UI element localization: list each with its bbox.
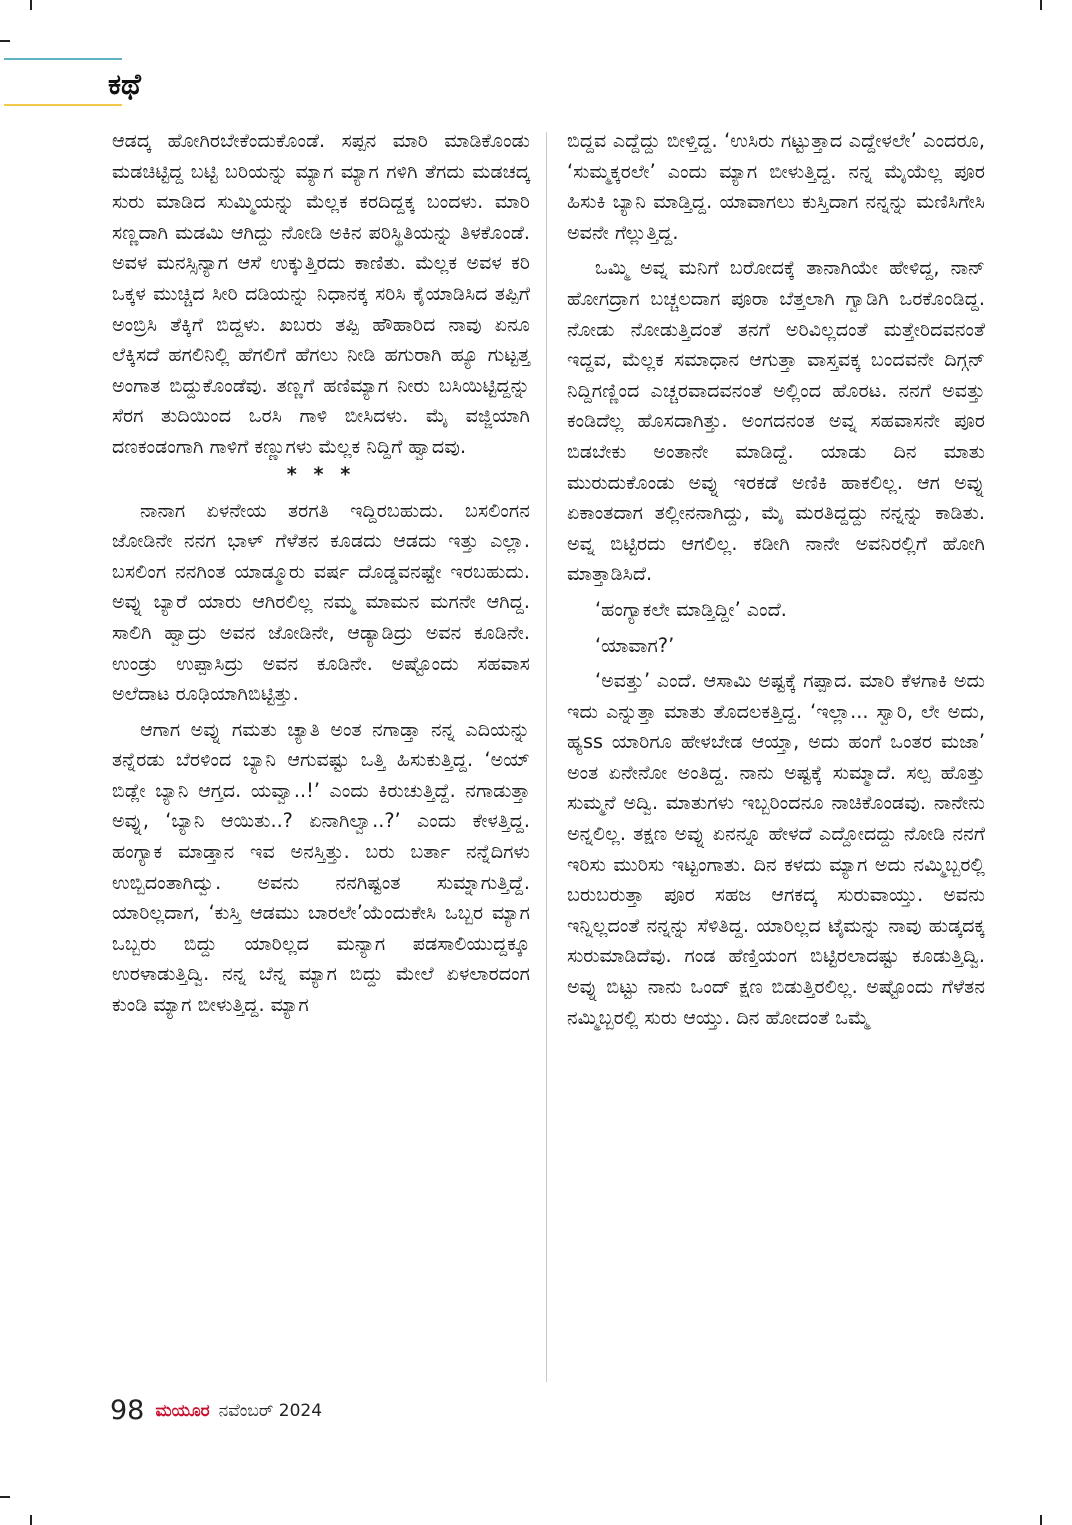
paragraph: ‘ಅವತ್ತು’ ಎಂದೆ. ಆಸಾಮಿ ಅಷ್ಟಕ್ಕೆ ಗಪ್ಪಾದ. ಮಾರಿ ಕೆಳಗಾಕಿ ಅದು ಇದು ಎನ್ನುತ್ತಾ ಮಾತು ತೊದಲಕತ್ತಿದ್ದ. ‘ಇಲ್ಲಾ... ಸ್ವಾರಿ, ಲೇ ಅದು, ಹ್ಯss ಯಾರಿಗೂ ಹೇಳಬೇಡ ಆಯ್ತಾ, ಅದು ಹಂಗೆ ಒಂತರ ಮಜಾ’ ಅಂತ ಏನೇನೋ ಅಂತಿದ್ದ. ನಾನು ಅಷ್ಟಕ್ಕೆ ಸುಮ್ಮಾದೆ. ಸಲ್ಪ ಹೊತ್ತು ಸುಮ್ಮನೆ ಅದ್ವಿ. ಮಾತುಗಳು ಇಬ್ಬರಿಂದನೂ ನಾಚಿಕೊಂಡವು. ನಾನೇನು ಅನ್ನಲಿಲ್ಲ. ತಕ್ಷಣ ಅವ್ನು ಏನನ್ನೂ ಹೇಳದೆ ಎದ್ದೋದದ್ದು ನೋಡಿ ನನಗೆ ಇರಿಸು ಮುರಿಸು ಇಟ್ಟಂಗಾತು. ದಿನ ಕಳದು ಮ್ಯಾಗ ಅದು ನಮ್ಮಿಬ್ಬರಲ್ಲಿ ಬರುಬರುತ್ತಾ ಪೂರ ಸಹಜ ಆಗಕದ್ಕ ಸುರುವಾಯ್ತು. ಅವನು ಇನ್ನಿಲ್ಲದಂತೆ ನನ್ನನ್ನು ಸೆಳಿತಿದ್ದ. ಯಾರಿಲ್ಲದ ಟೈಮನ್ನು ನಾವು ಹುಡ್ಕದಕ್ಕ ಸುರುಮಾಡಿದೆವು. ಗಂಡ ಹೆಣ್ತಿಯಂಗ ಬಿಟ್ಟಿರಲಾದಷ್ಟು ಕೂಡುತ್ತಿದ್ವಿ. ಅವ್ನು ಬಿಟ್ಟು ನಾನು ಒಂದ್ ಕ್ಷಣ ಬಿಡುತ್ತಿರಲಿಲ್ಲ. ಅಷ್ಟೊಂದು ಗೆಳೆತನ ನಮ್ಮಿಬ್ಬರಲ್ಲಿ ಸುರು ಆಯ್ತು. ದಿನ ಹೋದಂತೆ ಒಮ್ಮೆ	[567, 669, 985, 1029]
crop-mark	[0, 1496, 10, 1498]
paragraph: ಬಿದ್ದವ ಎದ್ದೆದ್ದು ಬೀಳ್ತಿದ್ದ. ‘ಉಸಿರು ಗಟ್ಟುತ್ತಾದ ಎದ್ದೇಳಲೇ’ ಎಂದರೂ, ‘ಸುಮ್ಮಕ್ಕರಲೇ’ ಎಂದು ಮ್ಯಾಗ ಬೀಳುತ್ತಿದ್ದ. ನನ್ನ ಮೈಯೆಲ್ಲ ಪೂರ ಹಿಸುಕಿ ಬ್ಯಾನಿ ಮಾಡ್ತಿದ್ದ. ಯಾವಾಗಲು ಕುಸ್ತಿದಾಗ ನನ್ನನ್ನು ಮಣಿಸಿಗೇಸಿ ಅವನೇ ಗೆಲ್ಲುತ್ತಿದ್ದ.	[567, 129, 985, 244]
page-number: 98	[110, 1395, 145, 1426]
paragraph: ಆಡದ್ಕ ಹೋಗಿರಬೇಕೆಂದುಕೊಂಡೆ. ಸಪ್ಪನ ಮಾರಿ ಮಾಡಿಕೊಂಡು ಮಡಚಿಟ್ಟಿದ್ದ ಬಟ್ಟಿ ಬರಿಯನ್ನು ಮ್ಯಾಗ ಮ್ಯಾಗ ಗಳಿಗಿ ತೆಗದು ಮಡಚದ್ಕ ಸುರು ಮಾಡಿದ ಸುಮ್ಮಿಯನ್ನು ಮೆಲ್ಲಕ ಕರದಿದ್ದಕ್ಕ ಬಂದಳು. ಮಾರಿ ಸಣ್ಣದಾಗಿ ಮಡಮಿ ಆಗಿದ್ದು ನೋಡಿ ಅಕಿನ ಪರಿಸ್ಥಿತಿಯನ್ನು ತಿಳಕೊಂಡೆ. ಅವಳ ಮನಸ್ಸಿನ್ಯಾಗ ಆಸೆ ಉಕ್ಕುತ್ತಿರದು ಕಾಣಿತು. ಮೆಲ್ಲಕ ಅವಳ ಕರಿ ಒಕ್ಕಳ ಮುಚ್ಚಿದ ಸೀರಿ ದಡಿಯನ್ನು ನಿಧಾನಕ್ಕ ಸರಿಸಿ ಕೈಯಾಡಿಸಿದ ತಪ್ಪಿಗೆ ಅಂಬ್ರಿಸಿ ತೆಕ್ಕಿಗೆ ಬಿದ್ದಳು. ಖಬರು ತಪ್ಪಿ ಹೌಹಾರಿದ ನಾವು ಏನೂ ಲೆಕ್ಕಿಸದೆ ಹಗಲಿನಿಲ್ಲಿ ಹೆಗಲಿಗೆ ಹೆಗಲು ನೀಡಿ ಹಗುರಾಗಿ ಹ್ಯೂ ಗುಟ್ಟತ್ತ ಅಂಗಾತ ಬಿದ್ದುಕೊಂಡೆವು. ತಣ್ಣಗೆ ಹಣಿಮ್ಯಾಗ ನೀರು ಬಸಿಯಿಟ್ಟಿದ್ದನ್ನು ಸೆರಗ ತುದಿಯಿಂದ ಒರಸಿ ಗಾಳಿ ಬೀಸಿದಳು. ಮೈ ವಜ್ಜಿಯಾಗಿ ದಣಕಂಡಂಗಾಗಿ ಗಾಳಿಗೆ ಕಣ್ಣುಗಳು ಮೆಲ್ಲಕ ನಿದ್ದಿಗೆ ಹ್ವಾದವು.	[112, 129, 530, 458]
dialogue-line: ‘ಯಾವಾಗ?’	[595, 633, 675, 657]
dialogue-line: ‘ಹಂಗ್ಯಾಕಲೇ ಮಾಡ್ತಿದ್ದೀ’ ಎಂದೆ.	[595, 597, 787, 621]
header-top-rule	[4, 58, 122, 60]
column-divider	[546, 132, 547, 1382]
header-bottom-rule	[4, 104, 122, 106]
section-label: ಕಥೆ	[108, 67, 141, 101]
page-footer	[110, 1393, 322, 1433]
issue-date: ನವೆಂಬರ್ 2024	[218, 1401, 323, 1421]
crop-mark	[30, 1515, 32, 1525]
crop-mark	[1040, 0, 1042, 10]
paragraph: ಒಮ್ಮಿ ಅವ್ನ ಮನಿಗೆ ಬರೋದಕ್ಕೆ ತಾನಾಗಿಯೇ ಹೇಳಿದ್ದ, ನಾನ್ ಹೋಗದ್ರಾಗ ಬಚ್ಚಲದಾಗ ಪೂರಾ ಬೆತ್ತಲಾಗಿ ಗ್ವಾಡಿಗಿ ಒರಕೊಂಡಿದ್ದ. ನೋಡು ನೋಡುತ್ತಿದಂತೆ ತನಗೆ ಅರಿವಿಲ್ಲದಂತೆ ಮತ್ತೇರಿದವನಂತೆ ಇದ್ದವ, ಮೆಲ್ಲಕ ಸಮಾಧಾನ ಆಗುತ್ತಾ ವಾಸ್ತವಕ್ಕ ಬಂದವನೇ ದಿಗ್ಗನ್ ನಿದ್ದಿಗಣ್ಣಿಂದ ಎಚ್ಚರವಾದವನಂತೆ ಅಲ್ಲಿಂದ ಹೊರಟ. ನನಗೆ ಅವತ್ತು ಕಂಡಿದೆಲ್ಲ ಹೊಸದಾಗಿತ್ತು. ಅಂಗದನಂತ ಅವ್ನ ಸಹವಾಸನೇ ಪೂರ ಬಿಡಬೇಕು ಅಂತಾನೇ ಮಾಡಿದ್ದೆ. ಯಾಡು ದಿನ ಮಾತು ಮುರುದುಕೊಂಡು ಅವ್ನು ಇರಕಡೆ ಅಣಿಕಿ ಹಾಕಲಿಲ್ಲ. ಆಗ ಅವ್ನು ಏಕಾಂತದಾಗ ತಲ್ಲೀನನಾಗಿದ್ದು, ಮೈ ಮರತಿದ್ದದ್ದು ನನ್ನನ್ನು ಕಾಡಿತು. ಅವ್ನ ಬಿಟ್ಟಿರದು ಆಗಲಿಲ್ಲ. ಕಡೀಗಿ ನಾನೇ ಅವನಿರಲ್ಲಿಗೆ ಹೋಗಿ ಮಾತ್ತಾಡಿಸಿದೆ.	[567, 256, 985, 586]
section-separator: * * *	[286, 462, 356, 486]
paragraph: ಆಗಾಗ ಅವ್ನು ಗಮತು ಚ್ಯಾತಿ ಅಂತ ನಗಾಡ್ತಾ ನನ್ನ ಎದಿಯನ್ನು ತನ್ನೆರಡು ಬೆರಳಿಂದ ಬ್ಯಾನಿ ಆಗುವಷ್ಟು ಒತ್ತಿ ಹಿಸುಕುತ್ತಿದ್ದ. ‘ಅಯ್ ಬಿಡ್ಲೇ ಬ್ಯಾನಿ ಆಗ್ತದ. ಯವ್ವಾ..!’ ಎಂದು ಕಿರುಚುತ್ತಿದ್ದೆ. ನಗಾಡುತ್ತಾ ಅವ್ನು, ‘ಬ್ಯಾನಿ ಆಯಿತು..? ಏನಾಗಿಲ್ವಾ..?’ ಎಂದು ಕೇಳತ್ತಿದ್ದ. ಹಂಗ್ಯಾಕ ಮಾಡ್ತಾನ ಇವ ಅನಸ್ತಿತ್ತು. ಬರು ಬರ್ತಾ ನನ್ನೆದಿಗಳು ಉಬ್ಬಿದಂತಾಗಿದ್ವು. ಅವನು ನನಗಿಷ್ಟಂತ ಸುಮ್ನಾಗುತ್ತಿದ್ದೆ. ಯಾರಿಲ್ಲದಾಗ, ‘ಕುಸ್ತಿ ಆಡಮು ಬಾರಲೇ’ಯೆಂದುಕೇಸಿ ಒಬ್ಬರ ಮ್ಯಾಗ ಒಬ್ಬರು ಬಿದ್ದು ಯಾರಿಲ್ಲದ ಮನ್ಯಾಗ ಪಡಸಾಲಿಯುದ್ದಕ್ಕೂ ಉರಳಾಡುತ್ತಿದ್ವಿ. ನನ್ನ ಬೆನ್ನ ಮ್ಯಾಗ ಬಿದ್ದು ಮೇಲೆ ಏಳಲಾರದಂಗ ಕುಂಡಿ ಮ್ಯಾಗ ಬೀಳುತ್ತಿದ್ದ. ಮ್ಯಾಗ	[112, 717, 530, 1017]
crop-mark	[1040, 1515, 1042, 1525]
article-column-right	[567, 126, 985, 1038]
magazine-name: ಮಯೂರ	[155, 1401, 210, 1421]
article-column-left	[112, 126, 530, 1026]
paragraph: ನಾನಾಗ ಏಳನೇಯ ತರಗತಿ ಇದ್ದಿರಬಹುದು. ಬಸಲಿಂಗನ ಜೋಡಿನೇ ನನಗ ಭಾಳ್ ಗೆಳೆತನ ಕೂಡದು ಆಡದು ಇತ್ತು ಎಲ್ಲಾ. ಬಸಲಿಂಗ ನನಗಿಂತ ಯಾಡ್ಮೂರು ವರ್ಷ ದೊಡ್ಡವನಷ್ಟೇ ಇರಬಹುದು. ಅವ್ನು ಬ್ಯಾರೆ ಯಾರು ಆಗಿರಲಿಲ್ಲ ನಮ್ಮ ಮಾಮನ ಮಗನೇ ಆಗಿದ್ದ. ಸಾಲಿಗಿ ಹ್ವಾದ್ರು ಅವನ ಜೋಡಿನೇ, ಆಡ್ಯಾಡಿದ್ರು ಅವನ ಕೂಡಿನೇ. ಉಂಡ್ರು ಉಪ್ಪಾಸಿದ್ರು ಅವನ ಕೂಡಿನೇ. ಅಷ್ಟೊಂದು ಸಹವಾಸ ಅಲೆದಾಟ ರೂಢಿಯಾಗಿಬಿಟ್ಟಿತ್ತು.	[112, 498, 530, 706]
crop-mark	[30, 0, 32, 10]
crop-mark	[0, 40, 10, 42]
